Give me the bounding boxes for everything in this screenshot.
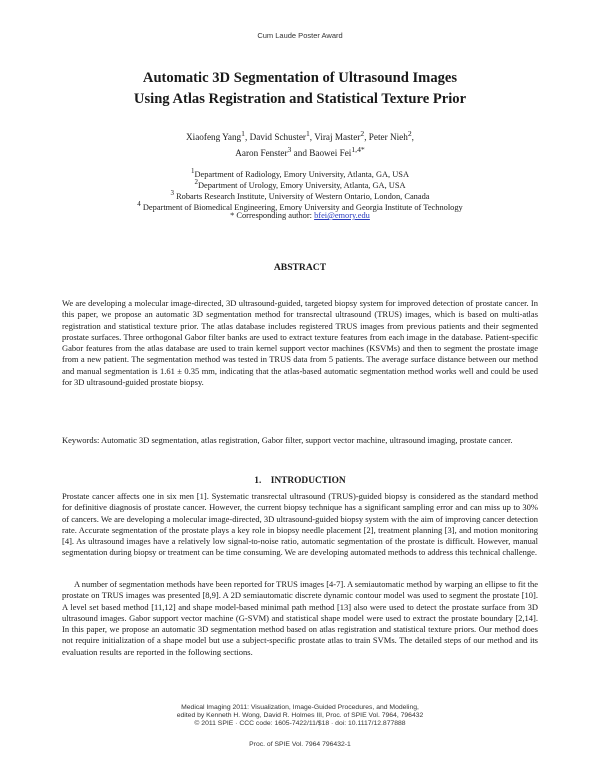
abstract-heading: ABSTRACT: [273, 262, 327, 273]
section-heading-introduction: 1. INTRODUCTION: [254, 476, 346, 486]
author-name: David Schuster: [249, 132, 306, 143]
author-sup: 3: [287, 145, 292, 154]
corresponding-label: * Corresponding author:: [230, 211, 312, 220]
author-list-line-2: Aaron Fenster$^3$ and Baowei Fei$^{1,4*}$: [235, 145, 365, 159]
author-name: Peter Nieh: [368, 132, 408, 143]
footer-editors: edited by Kenneth H. Wong, David R. Holmes III, Proc. of SPIE Vol. 7964, 796432: [176, 712, 424, 719]
intro-paragraph-2: A number of segmentation methods have been reported for TRUS images [4-7]. A semiautomatic method by warping an ellipse to fit the prostate on TRUS images was presented [8,9]. A 2D semiautomatic discrete dynamic contour model was used to segment the prostate [10]. A level set based method [11,12] and shape model-based minimal path method [13] also were used to detect the prostate surface from 3D ultrasound images. Gabor support vector machine (G-SVM) and statistical shape model were used to extract the prostate boundary [2,14]. In this paper, we propose an automatic 3D segmentation method based on atlas registration and statistical texture priors. Our method does not require initialization of a shape model but use a subject-specific prostate atlas to train SVMs. The detailed steps of our method and its evaluation results are reported in the following sections.: [62, 579, 538, 657]
keywords: Keywords: Automatic 3D segmentation, atlas registration, Gabor filter, support vector machine, ultrasound imaging, prostate cancer.: [62, 435, 513, 445]
author-sup: 2: [360, 129, 365, 138]
author-name: Baowei Fei: [309, 148, 352, 159]
affiliation-sup: 3: [170, 189, 174, 197]
affiliation-text: Department of Radiology, Emory University, Atlanta, GA, USA: [194, 169, 410, 179]
author-sup: 1,4*: [351, 145, 365, 154]
page-label: Proc. of SPIE Vol. 7964 796432-1: [249, 741, 351, 748]
affiliation-text: Robarts Research Institute, University of Western Ontario, London, Canada: [176, 191, 430, 201]
author-sup: 1: [305, 129, 310, 138]
paper-title-line-1: Automatic 3D Segmentation of Ultrasound Images: [142, 70, 458, 86]
author-sup: 1: [241, 129, 245, 138]
affiliation-text: Department of Urology, Emory University, Atlanta, GA, USA: [197, 180, 406, 190]
award-label: Cum Laude Poster Award: [257, 31, 343, 40]
intro-paragraph-1: Prostate cancer affects one in six men [1]. Systematic transrectal ultrasound (TRUS)-guided biopsy is considered as the standard method for definitive diagnosis of prostate cancer. However, the current biopsy technique has a significant sampling error and can miss up to 30% of cancers. We are developing a molecular image-directed, 3D ultrasound-guided biopsy system with the aim of improving cancer detection rate. Accurate segmentation of the prostate plays a key role in biopsy needle placement [2], treatment planning [3], and motion monitoring [4]. As ultrasound images have a relatively low signal-to-noise ratio, automatic segmentation of the prostate is difficult. However, manual segmentation during biopsy or treatment can be time consuming. We are developing automated methods to address this technical challenge.: [62, 491, 538, 558]
footer-copyright: © 2011 SPIE · CCC code: 1605-7422/11/$18 · doi: 10.1117/12.877888: [194, 720, 406, 727]
corresponding-author: [0, 211, 600, 221]
author-list-line-1: Xiaofeng Yang$^1$, David Schuster$^1$, Viraj Master$^2$, Peter Nieh$^2$,: [186, 129, 414, 143]
affiliation-sup: 1: [190, 167, 195, 175]
abstract-body: We are developing a molecular image-directed, 3D ultrasound-guided, targeted biopsy system for improved detection of prostate cancer. In this paper, we propose an automatic 3D segmentation method for transrectal ultrasound (TRUS) images, which is based on multi-atlas registration and statistical texture prior. The atlas database includes registered TRUS images from previous patients and their segmented prostate surfaces. Three orthogonal Gabor filter banks are used to extract texture features from each image in the database. Patient-specific Gabor features from the atlas database are used to train kernel support vector machines (KSVMs) and then to segment the prostate image from a new patient. The segmentation method was tested in TRUS data from 5 patients. The average surface distance between our method and manual segmentation is 1.61 ± 0.35 mm, indicating that the atlas-based automatic segmentation method works well and could be used for 3D ultrasound-guided prostate biopsy.: [62, 298, 538, 388]
paper-title-line-2: Using Atlas Registration and Statistical Texture Prior: [133, 91, 467, 107]
author-name: Xiaofeng Yang: [186, 132, 242, 143]
author-name: Viraj Master: [314, 132, 361, 143]
footer-conference: Medical Imaging 2011: Visualization, Image-Guided Procedures, and Modeling,: [181, 704, 419, 711]
author-name: Aaron Fenster: [235, 148, 288, 159]
affiliation-sup: 4: [137, 200, 141, 208]
email-link[interactable]: bfei@emory.edu: [314, 211, 370, 220]
affiliation-sup: 2: [194, 178, 198, 186]
author-sup: 2: [407, 129, 412, 138]
affiliation-text: Department of Biomedical Engineering, Emory University and Georgia Institute of Technology: [142, 202, 463, 212]
